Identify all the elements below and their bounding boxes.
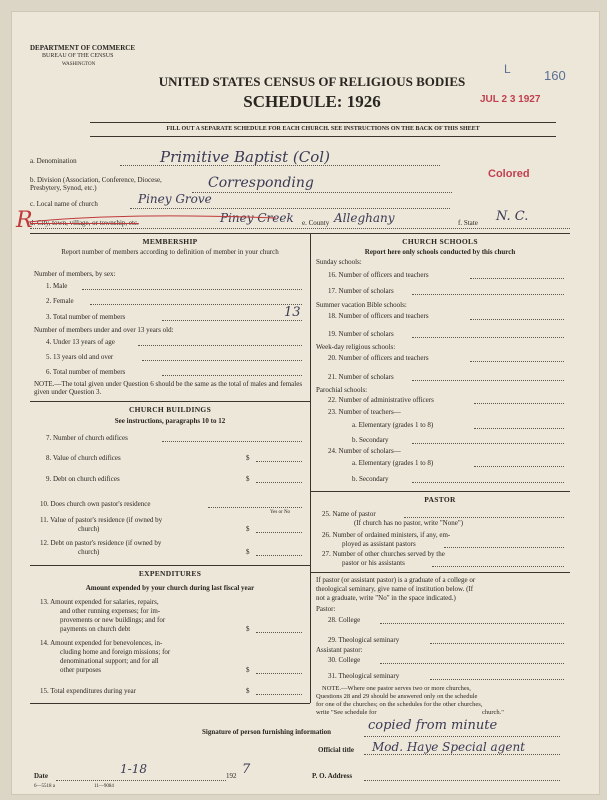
q8-dollar: $ xyxy=(246,454,250,462)
q23b: b. Secondary xyxy=(352,436,389,444)
weekday-heading: Week-day religious schools: xyxy=(316,343,396,351)
city-label: WASHINGTON xyxy=(62,62,96,67)
q26-line2: ployed as assistant pastors xyxy=(342,540,416,548)
q13-line1: 13. Amount expended for salaries, repairs, xyxy=(40,598,159,606)
pastor-note-line3: for one of the churches; on the schedules for the other churches, xyxy=(316,701,483,708)
q7-edifices: 7. Number of church edifices xyxy=(46,434,128,442)
county-label: e. County xyxy=(302,219,330,227)
q25: 25. Name of pastor xyxy=(322,510,376,518)
official-title-label: Official title xyxy=(318,746,354,754)
q27-line2: pastor or his assistants xyxy=(342,559,405,567)
address-label: P. O. Address xyxy=(312,772,353,780)
q20: 20. Number of officers and teachers xyxy=(328,354,429,362)
q13-line2: and other running expenses; for im- xyxy=(60,607,161,615)
q13-dollar: $ xyxy=(246,625,250,633)
year-value: 7 xyxy=(242,762,251,777)
date-label: Date xyxy=(34,772,48,780)
expenditures-subtitle: Amount expended by your church during last fiscal year xyxy=(85,584,255,592)
q31: 31. Theological seminary xyxy=(328,672,400,680)
q30: 30. College xyxy=(328,656,361,664)
membership-subtitle: Report number of members according to definition of member in your church xyxy=(61,248,279,256)
q15-dollar: $ xyxy=(246,687,250,695)
q14-dollar: $ xyxy=(246,666,250,674)
margin-r-mark: R xyxy=(16,208,33,233)
q26-line1: 26. Number of ordained ministers, if any, em- xyxy=(322,531,451,539)
buildings-title: CHURCH BUILDINGS xyxy=(128,405,212,414)
graduate-line1: If pastor (or assistant pastor) is a graduate of a college or xyxy=(316,576,476,584)
form-number: 6—5518 a xyxy=(34,784,55,789)
q14-line2: cluding home and foreign missions; for xyxy=(60,648,171,656)
q12-debt-residence: 12. Debt on pastor's residence (if owned by xyxy=(40,539,162,547)
membership-title: MEMBERSHIP xyxy=(142,237,198,246)
city-value: Piney Creek xyxy=(220,211,294,225)
q14-line1: 14. Amount expended for benevolences, in- xyxy=(40,639,163,647)
sunday-heading: Sunday schools: xyxy=(316,258,362,266)
local-name-value: Piney Grove xyxy=(138,192,212,206)
schools-title: CHURCH SCHOOLS xyxy=(402,237,478,246)
division-label: b. Division (Association, Conference, Diocese, Presbytery, Synod, etc.) xyxy=(30,176,162,192)
pastor-note-line2: Questions 28 and 29 should be answered only on the schedule xyxy=(316,693,478,700)
schedule-title: SCHEDULE: 1926 xyxy=(243,92,381,111)
q13-line3: provements or new buildings; and for xyxy=(60,616,166,624)
q11-value-residence: 11. Value of pastor's residence (if owned by xyxy=(40,516,163,524)
q11-church: church) xyxy=(78,525,100,533)
q18: 18. Number of officers and teachers xyxy=(328,312,429,320)
q12-dollar: $ xyxy=(246,548,250,556)
q24: 24. Number of scholars— xyxy=(328,447,401,455)
q24b: b. Secondary xyxy=(352,475,389,483)
corner-letter: L xyxy=(504,62,511,76)
q23a: a. Elementary (grades 1 to 8) xyxy=(352,421,434,429)
instruction-banner: FILL OUT A SEPARATE SCHEDULE FOR EACH CHURCH. SEE INSTRUCTIONS ON THE BACK OF THIS SHEET xyxy=(166,126,480,132)
q9-debt: 9. Debt on church edifices xyxy=(46,475,120,483)
q10-own-residence: 10. Does church own pastor's residence xyxy=(40,500,151,508)
q17: 17. Number of scholars xyxy=(328,287,394,295)
q27-line1: 27. Number of other churches served by the xyxy=(322,550,445,558)
date-value: 1-18 xyxy=(120,762,147,776)
denomination-value: Primitive Baptist (Col) xyxy=(160,148,330,166)
membership-note: NOTE.—The total given under Question 6 should be the same as the total of males and females given under Question 3. xyxy=(34,380,303,396)
county-value: Alleghany xyxy=(334,211,395,225)
q1-male: 1. Male xyxy=(46,282,68,290)
q11-dollar: $ xyxy=(246,525,250,533)
q3-total-value: 13 xyxy=(284,305,301,320)
signature-label: Signature of person furnishing information xyxy=(202,728,331,736)
city-label: d. City, town, village, or township, etc. xyxy=(30,219,139,227)
q14-line4: other purposes xyxy=(60,666,102,674)
local-name-label: c. Local name of church xyxy=(30,200,98,208)
received-date-stamp: JUL 2 3 1927 xyxy=(480,94,541,105)
q5-over-13: 5. 13 years old and over xyxy=(46,353,114,361)
assistant-heading: Assistant pastor: xyxy=(316,646,363,654)
schools-subtitle: Report here only schools conducted by this church xyxy=(364,248,516,256)
q13-line4: payments on church debt xyxy=(60,625,131,633)
yes-no-hint: Yes or No xyxy=(270,510,291,515)
q28: 28. College xyxy=(328,616,361,624)
pastor-note-line1: NOTE.—Where one pastor serves two or more churches, xyxy=(322,685,471,692)
pastor-heading: Pastor: xyxy=(316,605,336,613)
parochial-heading: Parochial schools: xyxy=(316,386,368,394)
q24a: a. Elementary (grades 1 to 8) xyxy=(352,459,434,467)
graduate-line3: not a graduate, write "No" in the space indicated.) xyxy=(316,594,456,602)
denomination-label: a. Denomination xyxy=(30,157,77,165)
q16: 16. Number of officers and teachers xyxy=(328,271,429,279)
expenditures-title: EXPENDITURES xyxy=(138,569,202,578)
pastor-note-line5: church." xyxy=(482,709,504,716)
q19: 19. Number of scholars xyxy=(328,330,394,338)
buildings-subtitle: See instructions, paragraphs 10 to 12 xyxy=(114,417,226,425)
department-label: DEPARTMENT OF COMMERCE xyxy=(30,44,136,52)
colored-stamp: Colored xyxy=(488,168,530,180)
q12-church: church) xyxy=(78,548,100,556)
age-heading: Number of members under and over 13 years old: xyxy=(34,326,174,334)
official-title-value: Mod. Haye Special agent xyxy=(372,740,525,754)
bureau-label: BUREAU OF THE CENSUS xyxy=(42,53,114,59)
q3-total: 3. Total number of members xyxy=(46,313,126,321)
q21: 21. Number of scholars xyxy=(328,373,394,381)
q15-total: 15. Total expenditures during year xyxy=(40,687,136,695)
summer-heading: Summer vacation Bible schools: xyxy=(316,301,407,309)
census-form-sheet xyxy=(12,12,599,794)
corner-number: 160 xyxy=(544,68,566,83)
q23: 23. Number of teachers— xyxy=(328,408,401,416)
q25-note: (If church has no pastor, write "None") xyxy=(354,519,464,527)
division-value: Corresponding xyxy=(208,175,314,191)
q22: 22. Number of administrative officers xyxy=(328,396,434,404)
print-number: 11—9084 xyxy=(94,784,114,789)
q2-female: 2. Female xyxy=(46,297,74,305)
form-title: UNITED STATES CENSUS OF RELIGIOUS BODIES xyxy=(158,74,466,89)
state-value: N. C. xyxy=(496,209,529,224)
q4-under-13: 4. Under 13 years of age xyxy=(46,338,115,346)
pastor-title: PASTOR xyxy=(424,495,456,504)
pastor-note-line4: write "See schedule for xyxy=(316,709,377,716)
q9-dollar: $ xyxy=(246,475,250,483)
q14-line3: denominational support; and for all xyxy=(60,657,159,665)
q6-total: 6. Total number of members xyxy=(46,368,126,376)
red-ink-stroke xyxy=(26,208,286,234)
state-label: f. State xyxy=(458,219,478,227)
q8-value: 8. Value of church edifices xyxy=(46,454,121,462)
by-sex-heading: Number of members, by sex: xyxy=(34,270,116,278)
signature-value: copied from minute xyxy=(368,718,498,733)
year-prefix: 192 xyxy=(226,772,237,780)
q29: 29. Theological seminary xyxy=(328,636,400,644)
graduate-line2: theological seminary, give name of institution below. (If xyxy=(316,585,474,593)
